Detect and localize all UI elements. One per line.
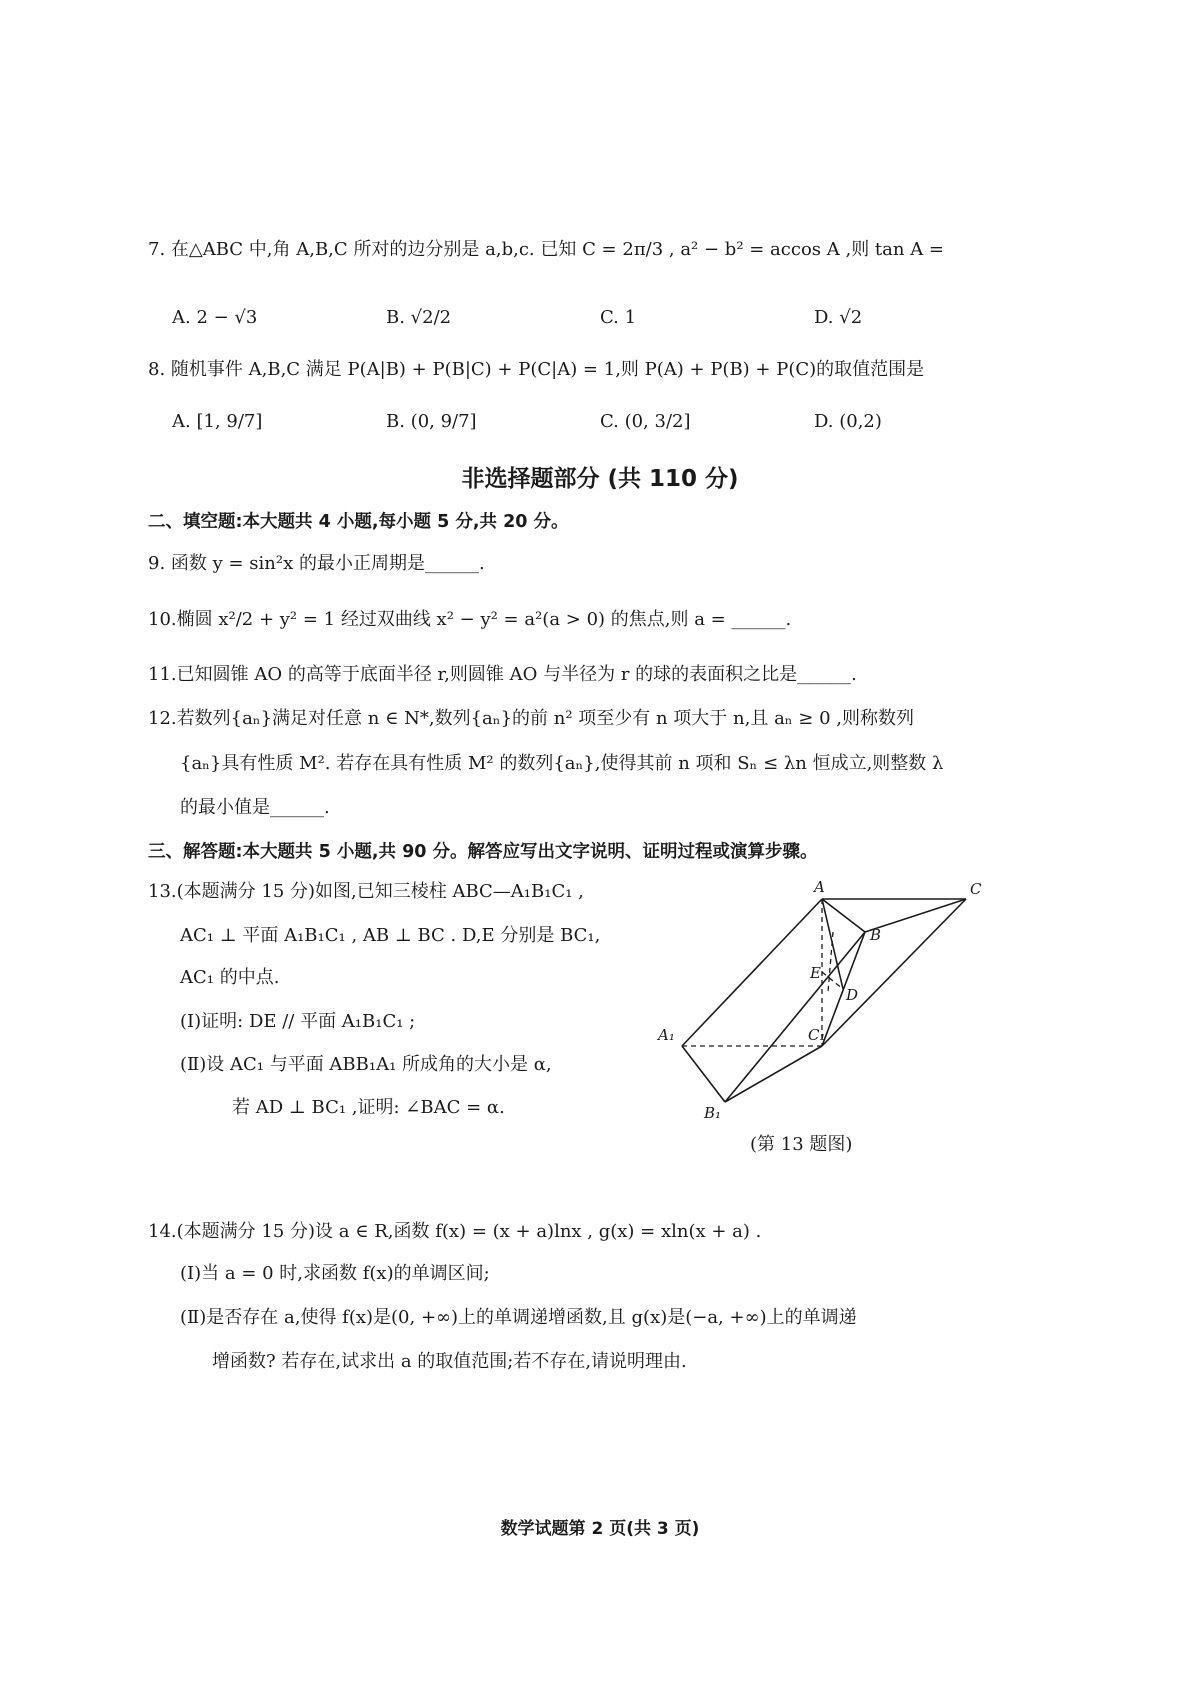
q8-option-d: D. (0,2) xyxy=(814,411,882,432)
question-13-line-1: 13.(本题满分 15 分)如图,已知三棱柱 ABC—A₁B₁C₁ , xyxy=(148,881,584,902)
edge-b-b1 xyxy=(725,932,865,1102)
q8-option-c: C. (0, 3/2] xyxy=(600,411,691,432)
label-c1: C₁ xyxy=(808,1026,826,1044)
edge-c-c1 xyxy=(822,899,966,1046)
question-14-part-1: (Ⅰ)当 a = 0 时,求函数 f(x)的单调区间; xyxy=(180,1263,490,1284)
solve-section-header: 三、解答题:本大题共 5 小题,共 90 分。解答应写出文字说明、证明过程或演算步骤。 xyxy=(148,842,818,862)
prism-figure xyxy=(650,872,982,1122)
question-10: 10.椭圆 x²/2 + y² = 1 经过双曲线 x² − y² = a²(a > 0) 的焦点,则 a = ______. xyxy=(148,609,792,630)
section-title: 非选择题部分 (共 110 分) xyxy=(461,466,739,492)
label-d: D xyxy=(846,986,859,1004)
edge-a1-b1 xyxy=(682,1046,725,1102)
question-13-line-3: AC₁ 的中点. xyxy=(180,967,280,988)
question-13-part-2: (Ⅱ)设 AC₁ 与平面 ABB₁A₁ 所成角的大小是 α, xyxy=(180,1054,552,1075)
edge-b1-c1 xyxy=(725,1046,822,1102)
page-footer: 数学试题第 2 页(共 3 页) xyxy=(500,1519,700,1539)
question-14-part-2: (Ⅱ)是否存在 a,使得 f(x)是(0, +∞)上的单调递增函数,且 g(x)是(−a, +∞)上的单调递 xyxy=(180,1307,857,1328)
label-a1: A₁ xyxy=(658,1026,675,1044)
q8-option-a: A. [1, 9/7] xyxy=(172,411,263,432)
q8-option-b: B. (0, 9/7] xyxy=(386,411,477,432)
q7-option-b: B. √2/2 xyxy=(386,307,452,328)
question-11: 11.已知圆锥 AO 的高等于底面半径 r,则圆锥 AO 与半径为 r 的球的表面积之比是______. xyxy=(148,664,857,685)
question-13-line-2: AC₁ ⊥ 平面 A₁B₁C₁ , AB ⊥ BC . D,E 分别是 BC₁, xyxy=(180,925,601,946)
label-a: A xyxy=(814,878,825,896)
question-9: 9. 函数 y = sin²x 的最小正周期是______. xyxy=(148,553,485,574)
q7-option-a: A. 2 − √3 xyxy=(172,307,258,328)
question-14-part-2-cont: 增函数? 若存在,试求出 a 的取值范围;若不存在,请说明理由. xyxy=(212,1351,687,1372)
question-13-part-1: (Ⅰ)证明: DE // 平面 A₁B₁C₁ ; xyxy=(180,1011,416,1032)
question-13-part-2-cont: 若 AD ⊥ BC₁ ,证明: ∠BAC = α. xyxy=(232,1097,505,1118)
question-12-line-2: {aₙ}具有性质 M². 若存在具有性质 M² 的数列{aₙ},使得其前 n 项和 Sₙ ≤ λn 恒成立,则整数 λ xyxy=(180,753,944,774)
label-e: E xyxy=(810,964,821,982)
label-c: C xyxy=(970,880,982,898)
question-12-line-1: 12.若数列{aₙ}满足对任意 n ∈ N*,数列{aₙ}的前 n² 项至少有 n 项大于 n,且 aₙ ≥ 0 ,则称数列 xyxy=(148,708,915,729)
question-12-line-3: 的最小值是______. xyxy=(180,797,330,818)
q7-option-d: D. √2 xyxy=(814,307,863,328)
question-8-stem: 8. 随机事件 A,B,C 满足 P(A|B) + P(B|C) + P(C|A) = 1,则 P(A) + P(B) + P(C)的取值范围是 xyxy=(148,359,925,380)
figure-caption: (第 13 题图) xyxy=(750,1134,853,1155)
q7-option-c: C. 1 xyxy=(600,307,637,328)
fill-in-section-header: 二、填空题:本大题共 4 小题,每小题 5 分,共 20 分。 xyxy=(148,512,569,532)
label-b1: B₁ xyxy=(704,1104,722,1122)
question-7-stem: 7. 在△ABC 中,角 A,B,C 所对的边分别是 a,b,c. 已知 C = 2π/3 , a² − b² = accos A ,则 tan A = xyxy=(148,239,944,260)
label-b: B xyxy=(870,926,882,944)
hidden-segment-b-c1 xyxy=(828,932,833,992)
question-14-line-1: 14.(本题满分 15 分)设 a ∈ R,函数 f(x) = (x + a)lnx , g(x) = xln(x + a) . xyxy=(148,1221,762,1242)
edge-a-a1 xyxy=(682,899,822,1046)
